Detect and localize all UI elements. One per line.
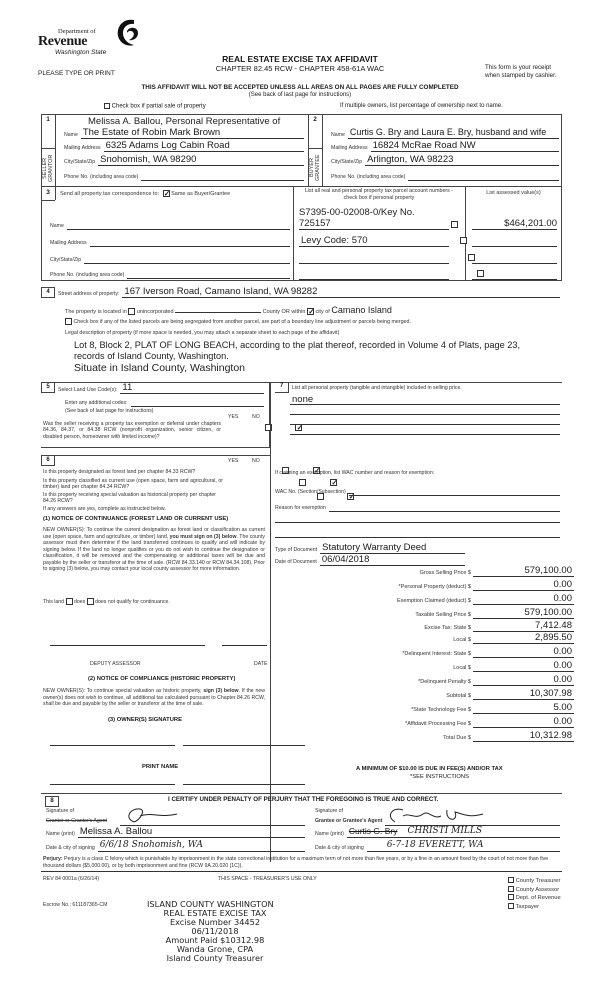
grantor-print-name-value: Melissa A. Ballou bbox=[78, 826, 305, 838]
grantee-signature bbox=[385, 806, 505, 826]
doc-date-field[interactable]: Date of Document 06/04/2018 bbox=[275, 554, 465, 566]
parcel-2-personal-checkbox[interactable] bbox=[460, 237, 467, 244]
personal-property-line-3[interactable] bbox=[290, 415, 560, 425]
grantor-name-value: The Estate of Robin Mark Brown bbox=[81, 127, 304, 139]
assessor-date-field[interactable] bbox=[222, 645, 267, 646]
grantor-date-city-field[interactable]: Date & city of signing 6/6/18 Snohomish, WA bbox=[46, 839, 305, 852]
grantor-phone-value bbox=[141, 180, 304, 181]
doc-type-field[interactable]: Type of Document Statutory Warranty Deed bbox=[275, 541, 465, 554]
exemption-claim-label: If claiming an exemption, list WAC number and reason for exemption: bbox=[275, 470, 435, 476]
current-use-question: Is this property classified as current use (open space, farm and agricultural, or timber) land per chapter 84.34 RCW? bbox=[43, 478, 223, 491]
city-value: Camano Island bbox=[331, 305, 392, 315]
land-use-value: 11 bbox=[120, 382, 264, 394]
parcel-3-field[interactable] bbox=[299, 252, 449, 264]
parcel-header: List all real and personal property tax parcel account numbers - check box if personal property bbox=[304, 188, 454, 201]
delinquent-penalty[interactable]: *Delinquent Penalty $ 0.00 bbox=[418, 674, 572, 685]
logo-dept-text: Department of bbox=[58, 28, 96, 35]
divider bbox=[293, 186, 294, 281]
parcel-4-field[interactable] bbox=[299, 268, 449, 280]
section-8-number: 8 bbox=[45, 796, 59, 807]
total-due[interactable]: Total Due $ 10,312.98 bbox=[443, 730, 572, 741]
perjury-notice: Perjury: Perjury is a class C felony which is punishable by imprisonment in the state correctional institution for a maximum term of not more than five years, or by a fine in an amount fixed by the court of not more than five thousand dollars ($5,000.00), or by both imprisonment and fine (RCW 9A.20.020 (1C)). bbox=[43, 856, 549, 869]
grantee-handwritten-name: CHRISTI MILLS bbox=[407, 826, 483, 836]
within-city-checkbox[interactable] bbox=[307, 308, 314, 315]
yes-header: YES bbox=[228, 414, 239, 420]
grantee-name-field[interactable]: Name Curtis G. Bry and Laura E. Bry, husband and wife bbox=[331, 126, 559, 139]
grantee-signature-label-2: Grantee or Grantee's Agent bbox=[315, 818, 383, 824]
multiple-owners-note: If multiple owners, list percentage of ownership next to name. bbox=[340, 103, 503, 109]
dor-swirl-icon bbox=[114, 18, 140, 48]
instructions-note: (See back of last page for instructions) bbox=[248, 92, 352, 98]
grantee-print-name-field[interactable]: Name (print) Curtis G. Bry CHRISTI MILLS bbox=[315, 826, 560, 838]
copy-taxpayer: Taxpayer bbox=[508, 903, 561, 912]
form-number: REV 84 0001a (6/26/14) bbox=[43, 876, 99, 882]
print-name-line-2[interactable] bbox=[183, 784, 305, 785]
exemption-question: Was the seller receiving a property tax exemption or deferral under chapters 84.36, 84.37, or 84.38 RCW (nonprofit organization, senior citizen, or disabled person, homeowner with limited income)? bbox=[43, 421, 221, 440]
personal-property-line-2[interactable] bbox=[290, 405, 560, 415]
assessed-header: List assessed value(s) bbox=[486, 190, 541, 196]
page-bottom bbox=[0, 980, 600, 988]
grantee-phone-field[interactable]: Phone No. (including area code) bbox=[331, 168, 559, 181]
property-location-row: The property is located in unincorporated County OR within ✓ city of Camano Island bbox=[65, 305, 392, 315]
grantor-city-value: Snohomish, WA 98290 bbox=[98, 154, 304, 166]
section-2-number: 2 bbox=[313, 116, 317, 123]
personal-property-label: List all personal property (tangible and intangible) included in selling price. bbox=[292, 385, 462, 391]
form-title: REAL ESTATE EXCISE TAX AFFIDAVIT bbox=[222, 54, 378, 64]
grantor-mailing-field[interactable]: Mailing Address 6325 Adams Log Cabin Road bbox=[64, 139, 304, 152]
corr-city-field[interactable]: City/State/Zip bbox=[50, 251, 290, 264]
additional-codes-field[interactable]: Enter any additional codes: bbox=[65, 397, 264, 407]
doc-type-value: Statutory Warranty Deed bbox=[320, 542, 465, 554]
grantor-signature-field[interactable] bbox=[120, 806, 305, 826]
delinquent-interest-state[interactable]: *Delinquent Interest: State $ 0.00 bbox=[402, 646, 572, 657]
legal-description-line3: Situate in Island County, Washington bbox=[74, 362, 246, 374]
grantee-name-value: Curtis G. Bry and Laura E. Bry, husband and wife bbox=[348, 127, 559, 139]
subtotal[interactable]: Subtotal $ 10,307.98 bbox=[446, 688, 572, 699]
grantor-name-field[interactable]: Name The Estate of Robin Mark Brown bbox=[64, 126, 304, 139]
divider bbox=[308, 148, 322, 149]
owner-signature-line-2[interactable] bbox=[183, 745, 305, 746]
partial-sale-row bbox=[104, 103, 206, 110]
receipt-note-1: This form is your receipt bbox=[485, 64, 552, 71]
gross-selling-price[interactable]: Gross Selling Price $ 579,100.00 bbox=[419, 565, 572, 576]
please-print-text: PLEASE TYPE OR PRINT bbox=[38, 70, 115, 77]
print-name-line-1[interactable] bbox=[50, 784, 175, 785]
parcel-1-personal-checkbox[interactable] bbox=[451, 221, 458, 228]
taxable-selling-price[interactable]: Taxable Selling Price $ 579,100.00 bbox=[415, 607, 572, 618]
if-yes-note: If any answers are yes, complete as instructed below. bbox=[43, 506, 166, 512]
street-address-field[interactable]: Street address of property: 167 Iverson Road, Camano Island, WA 98282 bbox=[58, 285, 560, 298]
parcel-1-line1: S7395-00-02008-0/Key No. bbox=[299, 207, 415, 218]
does-not-qualify-checkbox[interactable] bbox=[87, 598, 94, 605]
section-3-number: 3 bbox=[46, 189, 50, 196]
notice2-title: (2) NOTICE OF COMPLIANCE (HISTORIC PROPERTY) bbox=[88, 676, 236, 682]
s6-no-header: NO bbox=[252, 458, 260, 464]
certify-statement: I CERTIFY UNDER PENALTY OF PERJURY THAT THE FOREGOING IS TRUE AND CORRECT. bbox=[168, 796, 439, 803]
street-address-value: 167 Iverson Road, Camano Island, WA 98282 bbox=[122, 286, 560, 298]
dor-logo bbox=[38, 26, 148, 54]
personal-property-line-4[interactable] bbox=[290, 425, 560, 435]
legal-description-label: Legal description of property (if more space is needed, you may attach a separate sheet to each page of the affidavit) bbox=[65, 330, 340, 336]
logo-revenue-text: Revenue bbox=[38, 34, 88, 49]
logo-state-text: Washington State bbox=[55, 49, 107, 56]
grantee-date-city-field[interactable]: Date & city of signing 6-7-18 EVERETT, WA bbox=[315, 839, 560, 852]
grantor-signature-label-1: Signature of bbox=[46, 808, 74, 814]
warning-text: THIS AFFIDAVIT WILL NOT BE ACCEPTED UNLESS ALL AREAS ON ALL PAGES ARE FULLY COMPLETED bbox=[141, 84, 459, 91]
escrow-row: Escrow No.: 611187365-CM bbox=[43, 902, 108, 908]
state-technology-fee[interactable]: *State Technology Fee $ 5.00 bbox=[411, 702, 572, 713]
grantor-print-name-field[interactable]: Name (print) Melissa A. Ballou bbox=[46, 826, 305, 838]
parcel-2-field[interactable]: Levy Code: 570 bbox=[299, 235, 449, 247]
divider bbox=[41, 455, 270, 456]
treasurer-stamp: ISLAND COUNTY WASHINGTON REAL ESTATE EXCISE TAX Excise Number 34452 06/11/2018 Amount Paid $10312.98 Wanda Grone, CPA Island County Treasurer bbox=[147, 899, 274, 963]
divider bbox=[41, 871, 562, 872]
grantee-date-city-value: 6-7-18 EVERETT, WA bbox=[367, 840, 560, 852]
personal-property-deduct[interactable]: *Personal Property (deduct) $ 0.00 bbox=[398, 579, 572, 590]
section-4-number: 4 bbox=[41, 287, 55, 298]
grantee-mailing-value: 16824 McRae Road NW bbox=[371, 140, 559, 152]
section-1-number: 1 bbox=[46, 116, 50, 123]
grantee-mailing-field[interactable]: Mailing Address 16824 McRae Road NW bbox=[331, 139, 559, 152]
deputy-assessor-signature[interactable] bbox=[50, 645, 205, 646]
deputy-assessor-label: DEPUTY ASSESSOR bbox=[90, 661, 141, 667]
copy-dept-revenue: Dept. of Revenue bbox=[508, 894, 561, 903]
minimum-due-note: A MINIMUM OF $10.00 IS DUE IN FEE(S) AND/OR TAX bbox=[356, 766, 503, 772]
no-header: NO bbox=[252, 414, 260, 420]
section-7-number: 7 bbox=[275, 382, 289, 393]
reason-line-2[interactable] bbox=[275, 522, 560, 523]
s6-yes-header: YES bbox=[228, 458, 239, 464]
center-divider bbox=[270, 382, 271, 862]
grantor-phone-field[interactable]: Phone No. (including area code) bbox=[64, 168, 304, 181]
section-5-number: 5 bbox=[41, 382, 55, 393]
affidavit-processing-fee[interactable]: *Affidavit Processing Fee $ 0.00 bbox=[405, 716, 572, 727]
treasurer-use-label: THIS SPACE - TREASURER'S USE ONLY bbox=[218, 876, 317, 882]
grantor-date-city-value: 6/6/18 Snohomish, WA bbox=[98, 840, 305, 852]
see-back-note: (See back of last page for instructions) bbox=[65, 408, 154, 414]
escrow-number: 611187365-CM bbox=[72, 902, 108, 908]
grantee-signature-label-1: Signature of bbox=[315, 808, 343, 814]
buyer-grantee-label: BUYER GRANTEE bbox=[309, 154, 321, 182]
copy-county-assessor: County Assessor bbox=[508, 886, 561, 895]
divider bbox=[41, 148, 55, 149]
unincorporated-checkbox[interactable] bbox=[128, 308, 135, 315]
land-use-field[interactable]: Select Land Use Code(s): 11 bbox=[58, 381, 264, 394]
partial-sale-checkbox[interactable] bbox=[104, 103, 110, 109]
grantor-signature bbox=[122, 806, 202, 826]
notice1-text: NEW OWNER(S): To continue the current designation as forest land or classification as current use (open space, farm and agriculture, or timber) land, you must sign on (3) below. The county assessor must then determine if the land transferred continues to qualify and will indicate by signing below. If the land no longer qualifies or you do not wish to continue the designation or classification, it will be removed and the compensating or additional taxes will be due and payable by the seller or transferor at the time of sale. (RCW 84.33.140 or RCW 84.34.108). Prior to signing (3) below, you may contact your local county assessor for more information. bbox=[43, 527, 265, 572]
same-as-grantee-checkbox[interactable] bbox=[163, 190, 170, 197]
grantee-city-value: Arlington, WA 98223 bbox=[365, 154, 559, 166]
grantor-name-line1: Melissa A. Ballou, Personal Representative of bbox=[88, 116, 281, 127]
grantor-mailing-value: 6325 Adams Log Cabin Road bbox=[104, 140, 304, 152]
corr-mailing-field[interactable]: Mailing Address bbox=[50, 234, 290, 247]
doc-date-value: 06/04/2018 bbox=[320, 554, 465, 566]
notice2-text: NEW OWNER(S): To continue special valuation as historic property, sign (3) below. If the new owner(s) does not wish to continue, all additional tax calculated pursuant to Chapter 84.26 RCW, shall be due and payable by the seller or transferor at the time of sale. bbox=[43, 688, 265, 707]
grantor-signature-label-2: Grantor or Grantor's Agent bbox=[46, 818, 107, 824]
corr-name-field[interactable]: Name bbox=[50, 217, 290, 230]
owner-signature-line-1[interactable] bbox=[50, 745, 175, 746]
segregated-row: Check box if any of the listed parcels are being segregated from another parcel, are part of a boundary line adjustment or parcels being merged. bbox=[65, 318, 411, 325]
owner-signature-title: (3) OWNER(S) SIGNATURE bbox=[108, 717, 182, 723]
wac-field[interactable]: WAC No. (Section/Subsection) bbox=[275, 485, 560, 496]
grantee-city-field[interactable]: City/State/Zip Arlington, WA 98223 bbox=[331, 153, 559, 166]
assessed-2-field[interactable] bbox=[472, 235, 557, 247]
delinquent-interest-local[interactable]: Local $ 0.00 bbox=[453, 660, 572, 671]
see-instructions-note: *SEE INSTRUCTIONS bbox=[410, 774, 469, 780]
personal-property-field[interactable]: none bbox=[290, 394, 560, 405]
excise-tax-state[interactable]: Excise Tax: State $ 7,412.48 bbox=[424, 620, 572, 631]
assessed-4-field[interactable] bbox=[472, 268, 557, 280]
copy-distribution bbox=[508, 877, 561, 911]
reason-line-3[interactable] bbox=[275, 537, 560, 538]
assessed-3-field[interactable] bbox=[472, 252, 557, 264]
reason-field[interactable]: Reason for exemption bbox=[275, 501, 560, 512]
parcel-1-field[interactable]: 725157 bbox=[299, 218, 449, 230]
grantor-city-field[interactable]: City/State/Zip Snohomish, WA 98290 bbox=[64, 153, 304, 166]
send-correspondence-row: Send all property tax correspondence to: ✓ Same as Buyer/Grantee bbox=[60, 190, 230, 197]
print-name-label: PRINT NAME bbox=[142, 764, 179, 770]
seller-grantor-label: SELLER GRANTOR bbox=[42, 154, 54, 182]
forest-land-question: Is this property designated as forest land per chapter 84.33 RCW? bbox=[43, 469, 196, 475]
receipt-note-2: when stamped by cashier. bbox=[485, 72, 557, 79]
divider bbox=[41, 793, 562, 794]
county-field[interactable] bbox=[175, 312, 261, 313]
legal-description-line2: records of Island County, Washington. bbox=[74, 351, 229, 361]
corr-phone-field[interactable]: Phone No. (including area code) bbox=[50, 266, 290, 279]
does-qualify-checkbox[interactable] bbox=[66, 598, 73, 605]
divider bbox=[55, 114, 56, 187]
divider bbox=[465, 186, 466, 281]
divider bbox=[41, 200, 55, 201]
section-6-number: 6 bbox=[41, 455, 55, 466]
grantee-signature-field[interactable] bbox=[385, 806, 560, 826]
form-subtitle: CHAPTER 82.45 RCW - CHAPTER 458-61A WAC bbox=[215, 64, 385, 73]
grantee-print-name-value: Curtis G. Bry bbox=[348, 826, 398, 836]
date-label: DATE bbox=[254, 661, 268, 667]
assessed-1-field[interactable]: $464,201.00 bbox=[472, 218, 557, 230]
copy-county-treasurer: County Treasurer bbox=[508, 877, 561, 886]
continuance-row: This land does does not qualify for continuance. bbox=[43, 598, 170, 605]
legal-description-line1: Lot 8, Block 2, PLAT OF LONG BEACH, according to the plat thereof, recorded in Volume 4 of Plats, page 23, bbox=[74, 340, 521, 350]
exemption-claimed-deduct[interactable]: Exemption Claimed (deduct) $ 0.00 bbox=[397, 593, 572, 604]
notice1-title: (1) NOTICE OF CONTINUANCE (FOREST LAND OR CURRENT USE) bbox=[43, 516, 229, 522]
grantee-phone-value bbox=[408, 180, 559, 181]
segregated-checkbox[interactable] bbox=[65, 318, 72, 325]
partial-sale-label: Check box if partial sale of property bbox=[111, 103, 206, 110]
excise-tax-local[interactable]: Local $ 2,895.50 bbox=[453, 632, 572, 643]
divider bbox=[270, 382, 562, 383]
divider bbox=[55, 186, 56, 200]
historic-question: Is this property receiving special valuation as historical property per chapter 84.26 RCW? bbox=[43, 492, 217, 505]
divider bbox=[322, 114, 323, 187]
